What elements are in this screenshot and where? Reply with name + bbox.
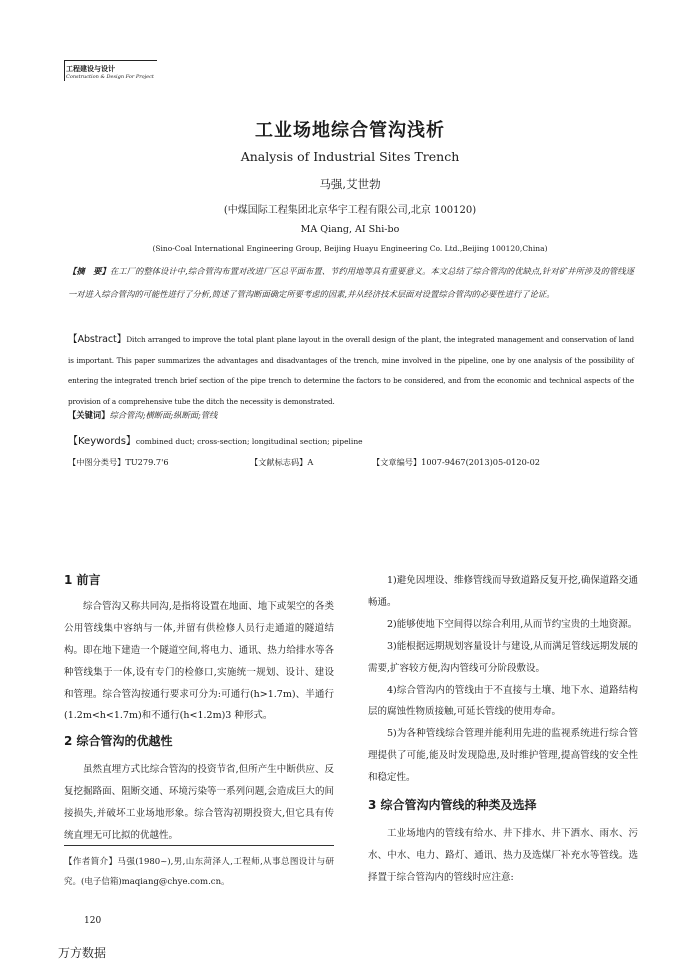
paper-title-en: Analysis of Industrial Sites Trench	[240, 149, 460, 164]
authors-en: MA Qiang, AI Shi-bo	[300, 224, 400, 235]
right-column	[368, 570, 638, 889]
abstract-cn-label: 【摘 要】	[68, 266, 110, 276]
keywords-cn-text: 综合管沟;横断面;纵断面;管线	[109, 410, 218, 420]
advantage-item-4: 4)综合管沟内的管线由于不直接与土壤、地下水、道路结构层的腐蚀性物质接触,可延长管线的使用寿命。	[368, 684, 638, 718]
keywords-en	[68, 432, 363, 447]
keywords-en-label: 【Keywords】	[68, 436, 136, 447]
left-column	[64, 570, 334, 847]
advantage-item-3: 3)能根据远期规划容量设计与建设,从而满足管线远期发展的需要,扩容较方便,沟内管线可分阶段敷设。	[368, 640, 638, 674]
document-code: 【文献标志码】A	[250, 457, 314, 467]
paragraph-intro: 综合管沟又称共同沟,是指将设置在地面、地下或架空的各类公用管线集中容纳与一体,并留有供检修人员行走通道的隧道结构。即在地下建造一个隧道空间,将电力、通讯、热力给排水等各种管线集于一体,设有专门的检修口,实施统一规划、设计、建设和管理。综合管沟按通行要求可分为:可通行(h>1.7m)、半通行(1.2m<h<1.7m)和不通行(h<1.2m)3 种形式。	[64, 600, 334, 722]
watermark: 万方数据	[58, 946, 107, 960]
paragraph-pipelines: 工业场地内的管线有给水、井下排水、井下洒水、雨水、污水、中水、电力、路灯、通讯、热力及选煤厂补充水等管线。选择置于综合管沟内的管线时应注意:	[368, 827, 638, 883]
keywords-en-text: combined duct; cross-section; longitudinal section; pipeline	[135, 437, 363, 446]
section-heading-1: 1 前言	[64, 573, 101, 587]
advantage-item-5: 5)为各种管线综合管理并能利用先进的监视系统进行综合管理提供了可能,能及时发现隐患,及时维护管理,提高管线的安全性和稳定性。	[368, 728, 638, 784]
section-heading-2: 2 综合管沟的优越性	[64, 734, 173, 749]
section-heading-3: 3 综合管沟内管线的种类及选择	[368, 798, 537, 813]
affiliation-en: (Sino-Coal International Engineering Group, Beijing Huayu Engineering Co. Ltd.,Beijing 100120,China)	[152, 244, 548, 253]
article-number: 【文章编号】1007-9467(2013)05-0120-02	[372, 457, 540, 467]
abstract-cn	[68, 260, 634, 307]
author-note: 【作者简介】马强(1980~),男,山东菏泽人,工程师,从事总图设计与研究。(电子信箱)maqiang@chye.com.cn。	[64, 857, 334, 887]
journal-name-en: Construction & Design For Project	[66, 74, 154, 80]
abstract-en-text: Ditch arranged to improve the total plant plane layout in the overall design of the plant, the integrated management and conservation of land is important. This paper summarizes the advantages and disadvantages of the trench, mine involved in the pipeline, one by one analysis of the possibility of entering the integrated trench brief section of the pipe trench to determine the factors to be considered, and from the economic and technical aspects of the provision of a comprehensive tube the ditch the necessity is demonstrated.	[68, 335, 634, 406]
paragraph-advantages: 虽然直埋方式比综合管沟的投资节省,但所产生中断供应、反复挖掘路面、阻断交通、环境污染等一系列问题,会造成巨大的间接损失,并破坏工业场地形象。综合管沟初期投资大,但它具有传统直埋无可比拟的优越性。	[64, 764, 334, 841]
page-number: 120	[84, 916, 102, 926]
keywords-cn	[68, 409, 217, 421]
journal-name-cn: 工程建设与设计	[66, 65, 115, 73]
clc-number: 【中图分类号】TU279.7'6	[68, 457, 169, 467]
authors: 马强,艾世勃	[319, 177, 381, 191]
footnote-rule	[64, 845, 334, 846]
abstract-cn-text: 在工厂的整体设计中,综合管沟布置对改进厂区总平面布置、节约用地等具有重要意义。本文总结了综合管沟的优缺点,针对矿井所涉及的管线逐一对进入综合管沟的可能性进行了分析,简述了管沟断面确定所要考虑的因素,并从经济技术层面对设置综合管沟的必要性进行了论证。	[68, 266, 634, 300]
advantage-item-2: 2)能够使地下空间得以综合利用,从而节约宝贵的土地资源。	[387, 618, 638, 630]
affiliation: (中煤国际工程集团北京华宇工程有限公司,北京 100120)	[223, 205, 477, 216]
abstract-en-label: 【Abstract】	[68, 334, 127, 345]
advantage-item-1: 1)避免因埋设、维修管线而导致道路反复开挖,确保道路交通畅通。	[368, 575, 638, 608]
abstract-en	[68, 330, 634, 412]
keywords-cn-label: 【关键词】	[68, 410, 110, 420]
paper-title: 工业场地综合管沟浅析	[255, 120, 445, 141]
